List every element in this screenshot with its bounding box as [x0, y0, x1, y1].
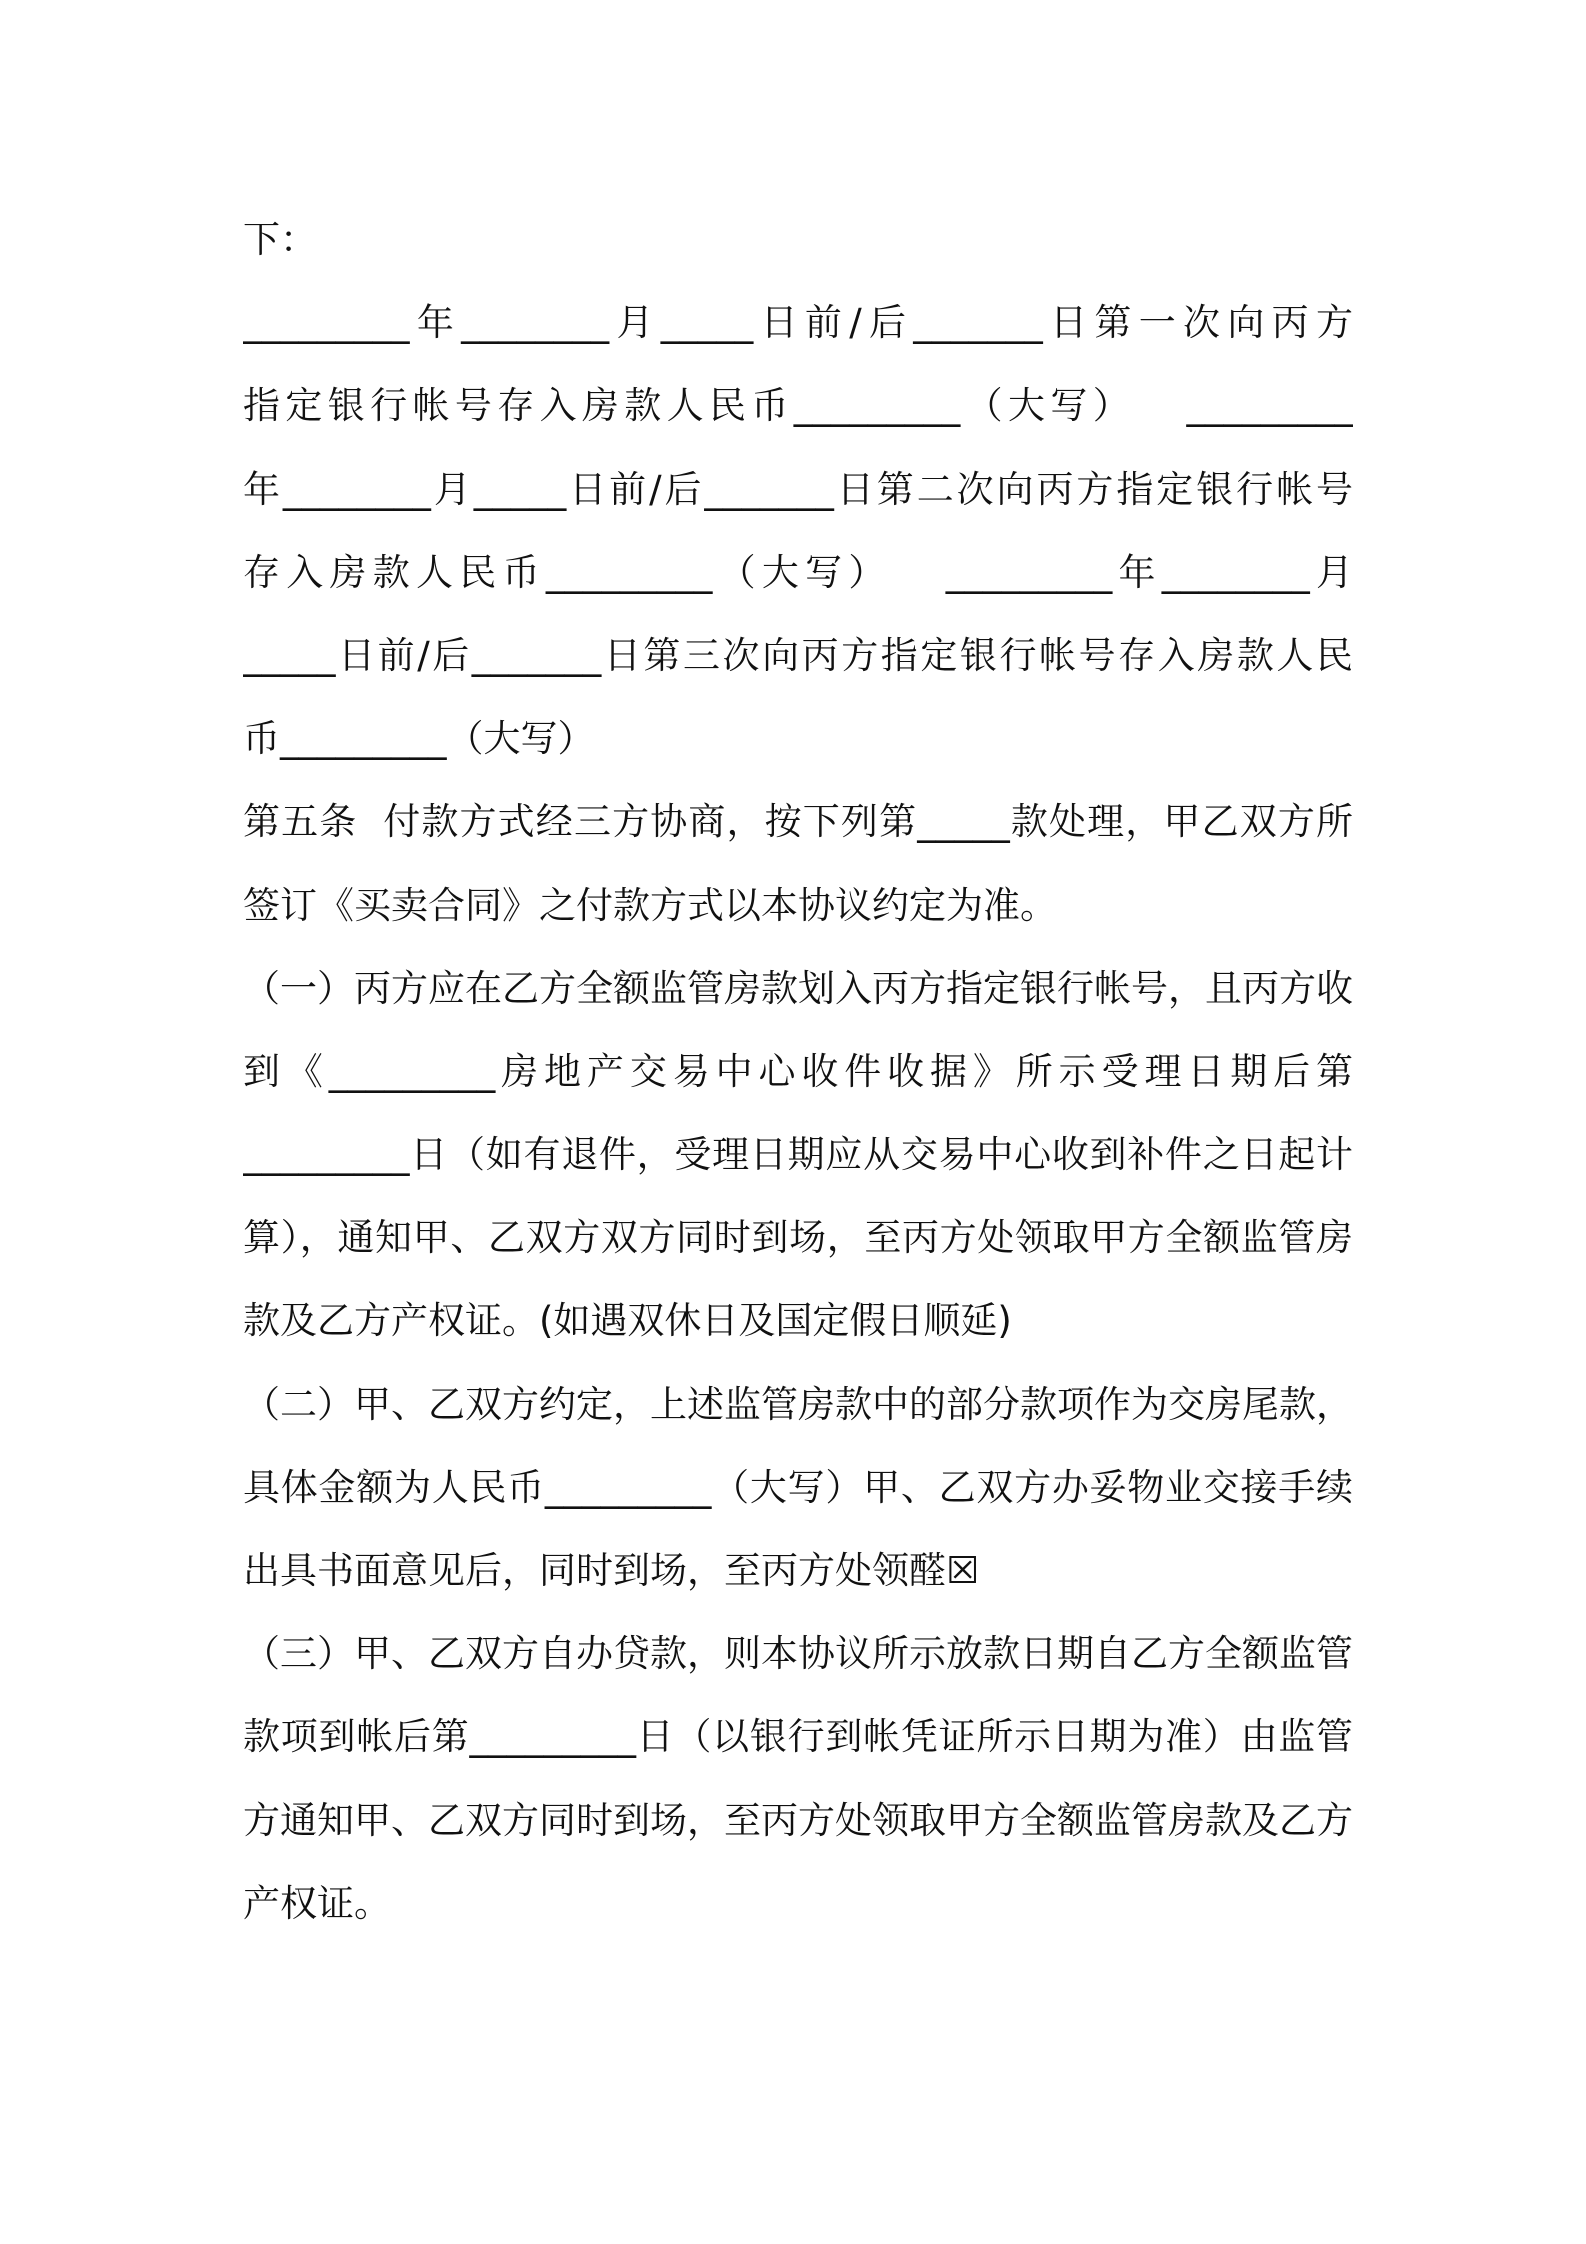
text-line: （二）甲、乙双方约定，上述监管房款中的部分款项作为交房尾款， [243, 1382, 1353, 1426]
text-line: 币_________（大写） [243, 717, 595, 761]
text-line: _____日前/后_______日第三次向丙方指定银行帐号存入房款人民 [243, 633, 1353, 677]
text-line: 具体金额为人民币_________（大写）甲、乙双方办妥物业交接手续 [243, 1465, 1353, 1509]
text-line: 下： [243, 218, 317, 261]
text-line: 第五条 付款方式经三方协商，按下列第_____款处理，甲乙双方所 [243, 800, 1353, 844]
text-line: 产权证。 [243, 1881, 391, 1925]
text-line: 款项到帐后第_________日（以银行到帐凭证所示日期为准）由监管 [243, 1715, 1353, 1759]
text-line: 算），通知甲、乙双方双方同时到场，至丙方处领取甲方全额监管房 [243, 1216, 1353, 1260]
text-line: _________日（如有退件，受理日期应从交易中心收到补件之日起计 [243, 1133, 1353, 1177]
text-line: 签订《买卖合同》之付款方式以本协议约定为准。 [243, 883, 1057, 927]
text-line: （一）丙方应在乙方全额监管房款划入丙方指定银行帐号，且丙方收 [243, 966, 1353, 1010]
text-line: 款及乙方产权证。(如遇双休日及国定假日顺延) [243, 1299, 1012, 1343]
text-line: _________年________月_____日前/后_______日第一次向丙方 [243, 301, 1353, 345]
text-line: 指定银行帐号存入房款人民币_________（大写） _________ [243, 384, 1353, 428]
text-line: 方通知甲、乙双方同时到场，至丙方处领取甲方全额监管房款及乙方 [243, 1798, 1353, 1842]
text-line: 年________月_____日前/后_______日第二次向丙方指定银行帐号 [243, 467, 1353, 511]
text-line: 出具书面意见后，同时到场，至丙方处领醛☒ [243, 1549, 980, 1592]
text-line: 到《_________房地产交易中心收件收据》所示受理日期后第 [243, 1049, 1353, 1093]
text-line: （三）甲、乙双方自办贷款，则本协议所示放款日期自乙方全额监管 [243, 1632, 1353, 1676]
text-line: 存入房款人民币_________（大写） _________年________月 [243, 550, 1353, 594]
contract-body [243, 198, 1353, 1945]
